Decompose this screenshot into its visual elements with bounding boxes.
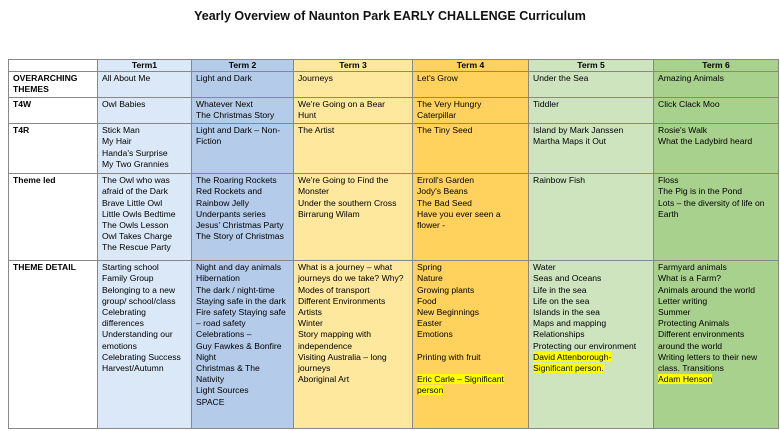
header-term-6: Term 6: [654, 60, 779, 72]
cell-line: [417, 363, 524, 374]
cell-line: Underpants series: [196, 208, 266, 219]
cell: [294, 174, 413, 261]
cell: [98, 124, 192, 174]
cell: [98, 174, 192, 261]
row-theme-detail: [9, 261, 779, 429]
cell: [529, 174, 654, 261]
cell-line: Islands in the sea: [533, 307, 600, 318]
cell-line: [417, 385, 524, 396]
cell-line: Light and Dark – Non-: [196, 125, 281, 136]
cell: [654, 174, 779, 261]
cell: [413, 72, 529, 98]
cell: [654, 98, 779, 124]
row-overarching-themes: [9, 72, 779, 98]
cell-line: Hibernation: [196, 273, 240, 284]
cell-line: Christmas & The: [196, 363, 260, 374]
cell-line: Spring: [417, 262, 442, 273]
cell-line: Celebrations –: [196, 329, 252, 340]
cell-line: independence: [298, 340, 353, 351]
highlighted-text: Significant person.: [533, 363, 604, 374]
cell-line: around the world: [658, 340, 723, 351]
cell-line: Maps and mapping: [533, 318, 607, 329]
cell: [98, 261, 192, 429]
cell-line: Guy Fawkes & Bonfire: [196, 340, 282, 351]
cell: [654, 261, 779, 429]
cell-line: Light Sources: [196, 385, 249, 396]
row-label: OVERARCHING THEMES: [9, 72, 98, 98]
cell-line: Artists: [298, 307, 322, 318]
page-title: Yearly Overview of Naunton Park EARLY CHALLENGE Curriculum: [194, 9, 586, 23]
cell-line: Story mapping with: [298, 329, 372, 340]
cell-line: Food: [417, 295, 437, 306]
cell-line: Belonging to a new: [102, 284, 176, 295]
header-term-4: Term 4: [413, 60, 529, 72]
cell-line: Rainbow Fish: [533, 175, 586, 186]
cell: [294, 124, 413, 174]
cell-line: Earth: [658, 208, 679, 219]
cell: [529, 98, 654, 124]
cell-line: Life in the sea: [533, 284, 587, 295]
cell-line: We're Going to Find the: [298, 175, 389, 186]
cell: [98, 72, 192, 98]
cell-line: Different environments: [658, 329, 745, 340]
cell-line: [533, 352, 649, 363]
cell-line: Brave Little Owl: [102, 197, 163, 208]
cell-line: The Rescue Party: [102, 242, 171, 253]
cell: [192, 124, 294, 174]
cell-line: All About Me: [102, 73, 151, 84]
cell-line: Stick Man: [102, 125, 140, 136]
cell-line: The Very Hungry: [417, 99, 482, 110]
cell: [529, 124, 654, 174]
cell: [192, 72, 294, 98]
cell-line: My Hair: [102, 136, 132, 147]
cell-line: Writing letters to their new: [658, 351, 758, 362]
cell-line: Martha Maps it Out: [533, 136, 607, 147]
cell-line: Growing plants: [417, 284, 475, 295]
cell-line: Animals around the world: [658, 284, 755, 295]
cell-line: Visiting Australia – long: [298, 351, 387, 362]
cell-line: The Owl who was: [102, 175, 170, 186]
cell-line: Starting school: [102, 262, 159, 273]
row-label: T4W: [9, 98, 98, 124]
cell: [654, 124, 779, 174]
highlighted-text: Adam Henson: [658, 374, 713, 385]
cell-line: What the Ladybird heard: [658, 136, 753, 147]
cell-line: Emotions: [417, 329, 453, 340]
cell: [98, 98, 192, 124]
header-row: [9, 60, 779, 72]
cell-line: Floss: [658, 175, 679, 186]
cell-line: Rosie's Walk: [658, 125, 708, 136]
cell-line: Light and Dark: [196, 73, 252, 84]
cell-line: The dark / night-time: [196, 284, 275, 295]
cell-line: Under the southern Cross: [298, 197, 397, 208]
cell-line: The Christmas Story: [196, 110, 275, 121]
highlighted-text: person: [417, 385, 444, 396]
cell-line: Monster: [298, 186, 330, 197]
cell-line: The Tiny Seed: [417, 125, 473, 136]
cell-line: Fire safety Staying safe: [196, 307, 286, 318]
cell-line: New Beginnings: [417, 307, 480, 318]
cell-line: Owl Takes Charge: [102, 231, 173, 242]
cell-line: The Artist: [298, 125, 335, 136]
cell-line: Amazing Animals: [658, 73, 724, 84]
cell-line: Different Environments: [298, 295, 386, 306]
row-t4w: [9, 98, 779, 124]
cell-line: [533, 363, 649, 374]
cell: [192, 261, 294, 429]
cell-line: Celebrating: [102, 307, 146, 318]
cell-line: emotions: [102, 340, 137, 351]
cell-line: Relationships: [533, 329, 585, 340]
cell-line: Harvest/Autumn: [102, 363, 164, 374]
cell: [413, 261, 529, 429]
cell-line: Rainbow Jelly: [196, 197, 250, 208]
cell-line: Protecting our environment: [533, 340, 637, 351]
cell-line: Night: [196, 351, 217, 362]
cell-line: The Owls Lesson: [102, 220, 169, 231]
cell-line: Easter: [417, 318, 442, 329]
cell: [294, 261, 413, 429]
cell-line: What is a Farm?: [658, 273, 722, 284]
cell-line: Erroll's Garden: [417, 175, 475, 186]
cell-line: Little Owls Bedtime: [102, 208, 176, 219]
cell-line: Seas and Oceans: [533, 273, 602, 284]
cell-line: Birrarung Wilam: [298, 208, 360, 219]
cell-line: Aboriginal Art: [298, 374, 350, 385]
cell-line: Nature: [417, 273, 443, 284]
cell-line: Jody's Beans: [417, 186, 468, 197]
cell-line: Printing with fruit: [417, 351, 481, 362]
cell: [294, 98, 413, 124]
cell-line: Tiddler: [533, 99, 559, 110]
row-theme-led: [9, 174, 779, 261]
header-term-2: Term 2: [192, 60, 294, 72]
highlighted-text: David Attenborough-: [533, 351, 612, 362]
cell-line: What is a journey – what: [298, 262, 393, 273]
row-label: T4R: [9, 124, 98, 174]
cell-line: SPACE: [196, 396, 225, 407]
cell-line: My Two Grannies: [102, 158, 169, 169]
curriculum-table: [8, 59, 779, 429]
cell-line: Understanding our: [102, 329, 173, 340]
cell-line: Nativity: [196, 374, 225, 385]
cell: [413, 174, 529, 261]
cell-line: The Bad Seed: [417, 197, 472, 208]
row-label: THEME DETAIL: [9, 261, 98, 429]
cell-line: Staying safe in the dark: [196, 295, 286, 306]
cell-line: Island by Mark Janssen: [533, 125, 624, 136]
cell-line: Have you ever seen a: [417, 208, 501, 219]
cell-line: – road safety: [196, 318, 246, 329]
row-label: Theme led: [9, 174, 98, 261]
header-term-5: Term 5: [529, 60, 654, 72]
cell-line: group/ school/class: [102, 295, 176, 306]
cell-line: Owl Babies: [102, 99, 146, 110]
cell-line: Under the Sea: [533, 73, 589, 84]
cell-line: Celebrating Success: [102, 351, 181, 362]
cell-line: journeys do we take? Why?: [298, 273, 404, 284]
cell-line: Caterpillar: [417, 110, 457, 121]
cell-line: Winter: [298, 318, 323, 329]
cell-line: We're Going on a Bear: [298, 99, 385, 110]
cell-line: Farmyard animals: [658, 262, 727, 273]
cell-line: The Roaring Rockets: [196, 175, 277, 186]
cell-line: Summer: [658, 307, 691, 318]
cell-line: Protecting Animals: [658, 318, 730, 329]
cell-line: Family Group: [102, 273, 154, 284]
header-term-1: Term1: [98, 60, 192, 72]
cell: [192, 98, 294, 124]
cell-line: Night and day animals: [196, 262, 282, 273]
header-corner: [9, 60, 98, 72]
cell: [529, 261, 654, 429]
cell-line: differences: [102, 318, 144, 329]
cell-line: Red Rockets and: [196, 186, 262, 197]
cell-line: class. Transitions: [658, 363, 724, 374]
row-t4r: [9, 124, 779, 174]
cell-line: [417, 374, 524, 385]
cell-line: afraid of the Dark: [102, 186, 168, 197]
cell-line: Jesus' Christmas Party: [196, 220, 284, 231]
cell: [413, 98, 529, 124]
header-term-3: Term 3: [294, 60, 413, 72]
cell-line: Let's Grow: [417, 73, 458, 84]
cell: [413, 124, 529, 174]
cell-line: Journeys: [298, 73, 333, 84]
highlighted-text: Eric Carle – Significant: [417, 374, 504, 385]
cell: [294, 72, 413, 98]
cell-line: The Story of Christmas: [196, 231, 284, 242]
cell: [192, 174, 294, 261]
cell-line: Water: [533, 262, 556, 273]
cell-line: Fiction: [196, 136, 222, 147]
cell-line: Hunt: [298, 110, 317, 121]
cell-line: flower -: [417, 220, 446, 231]
cell: [654, 72, 779, 98]
cell-line: Letter writing: [658, 295, 708, 306]
cell-line: Handa's Surprise: [102, 147, 168, 158]
cell-line: journeys: [298, 363, 331, 374]
cell-line: [658, 374, 774, 385]
cell-line: Modes of transport: [298, 284, 370, 295]
cell-line: [417, 341, 524, 352]
cell-line: The Pig is in the Pond: [658, 186, 743, 197]
cell-line: Click Clack Moo: [658, 99, 720, 110]
cell-line: Life on the sea: [533, 295, 590, 306]
cell: [529, 72, 654, 98]
cell-line: Lots – the diversity of life on: [658, 197, 765, 208]
cell-line: Whatever Next: [196, 99, 253, 110]
